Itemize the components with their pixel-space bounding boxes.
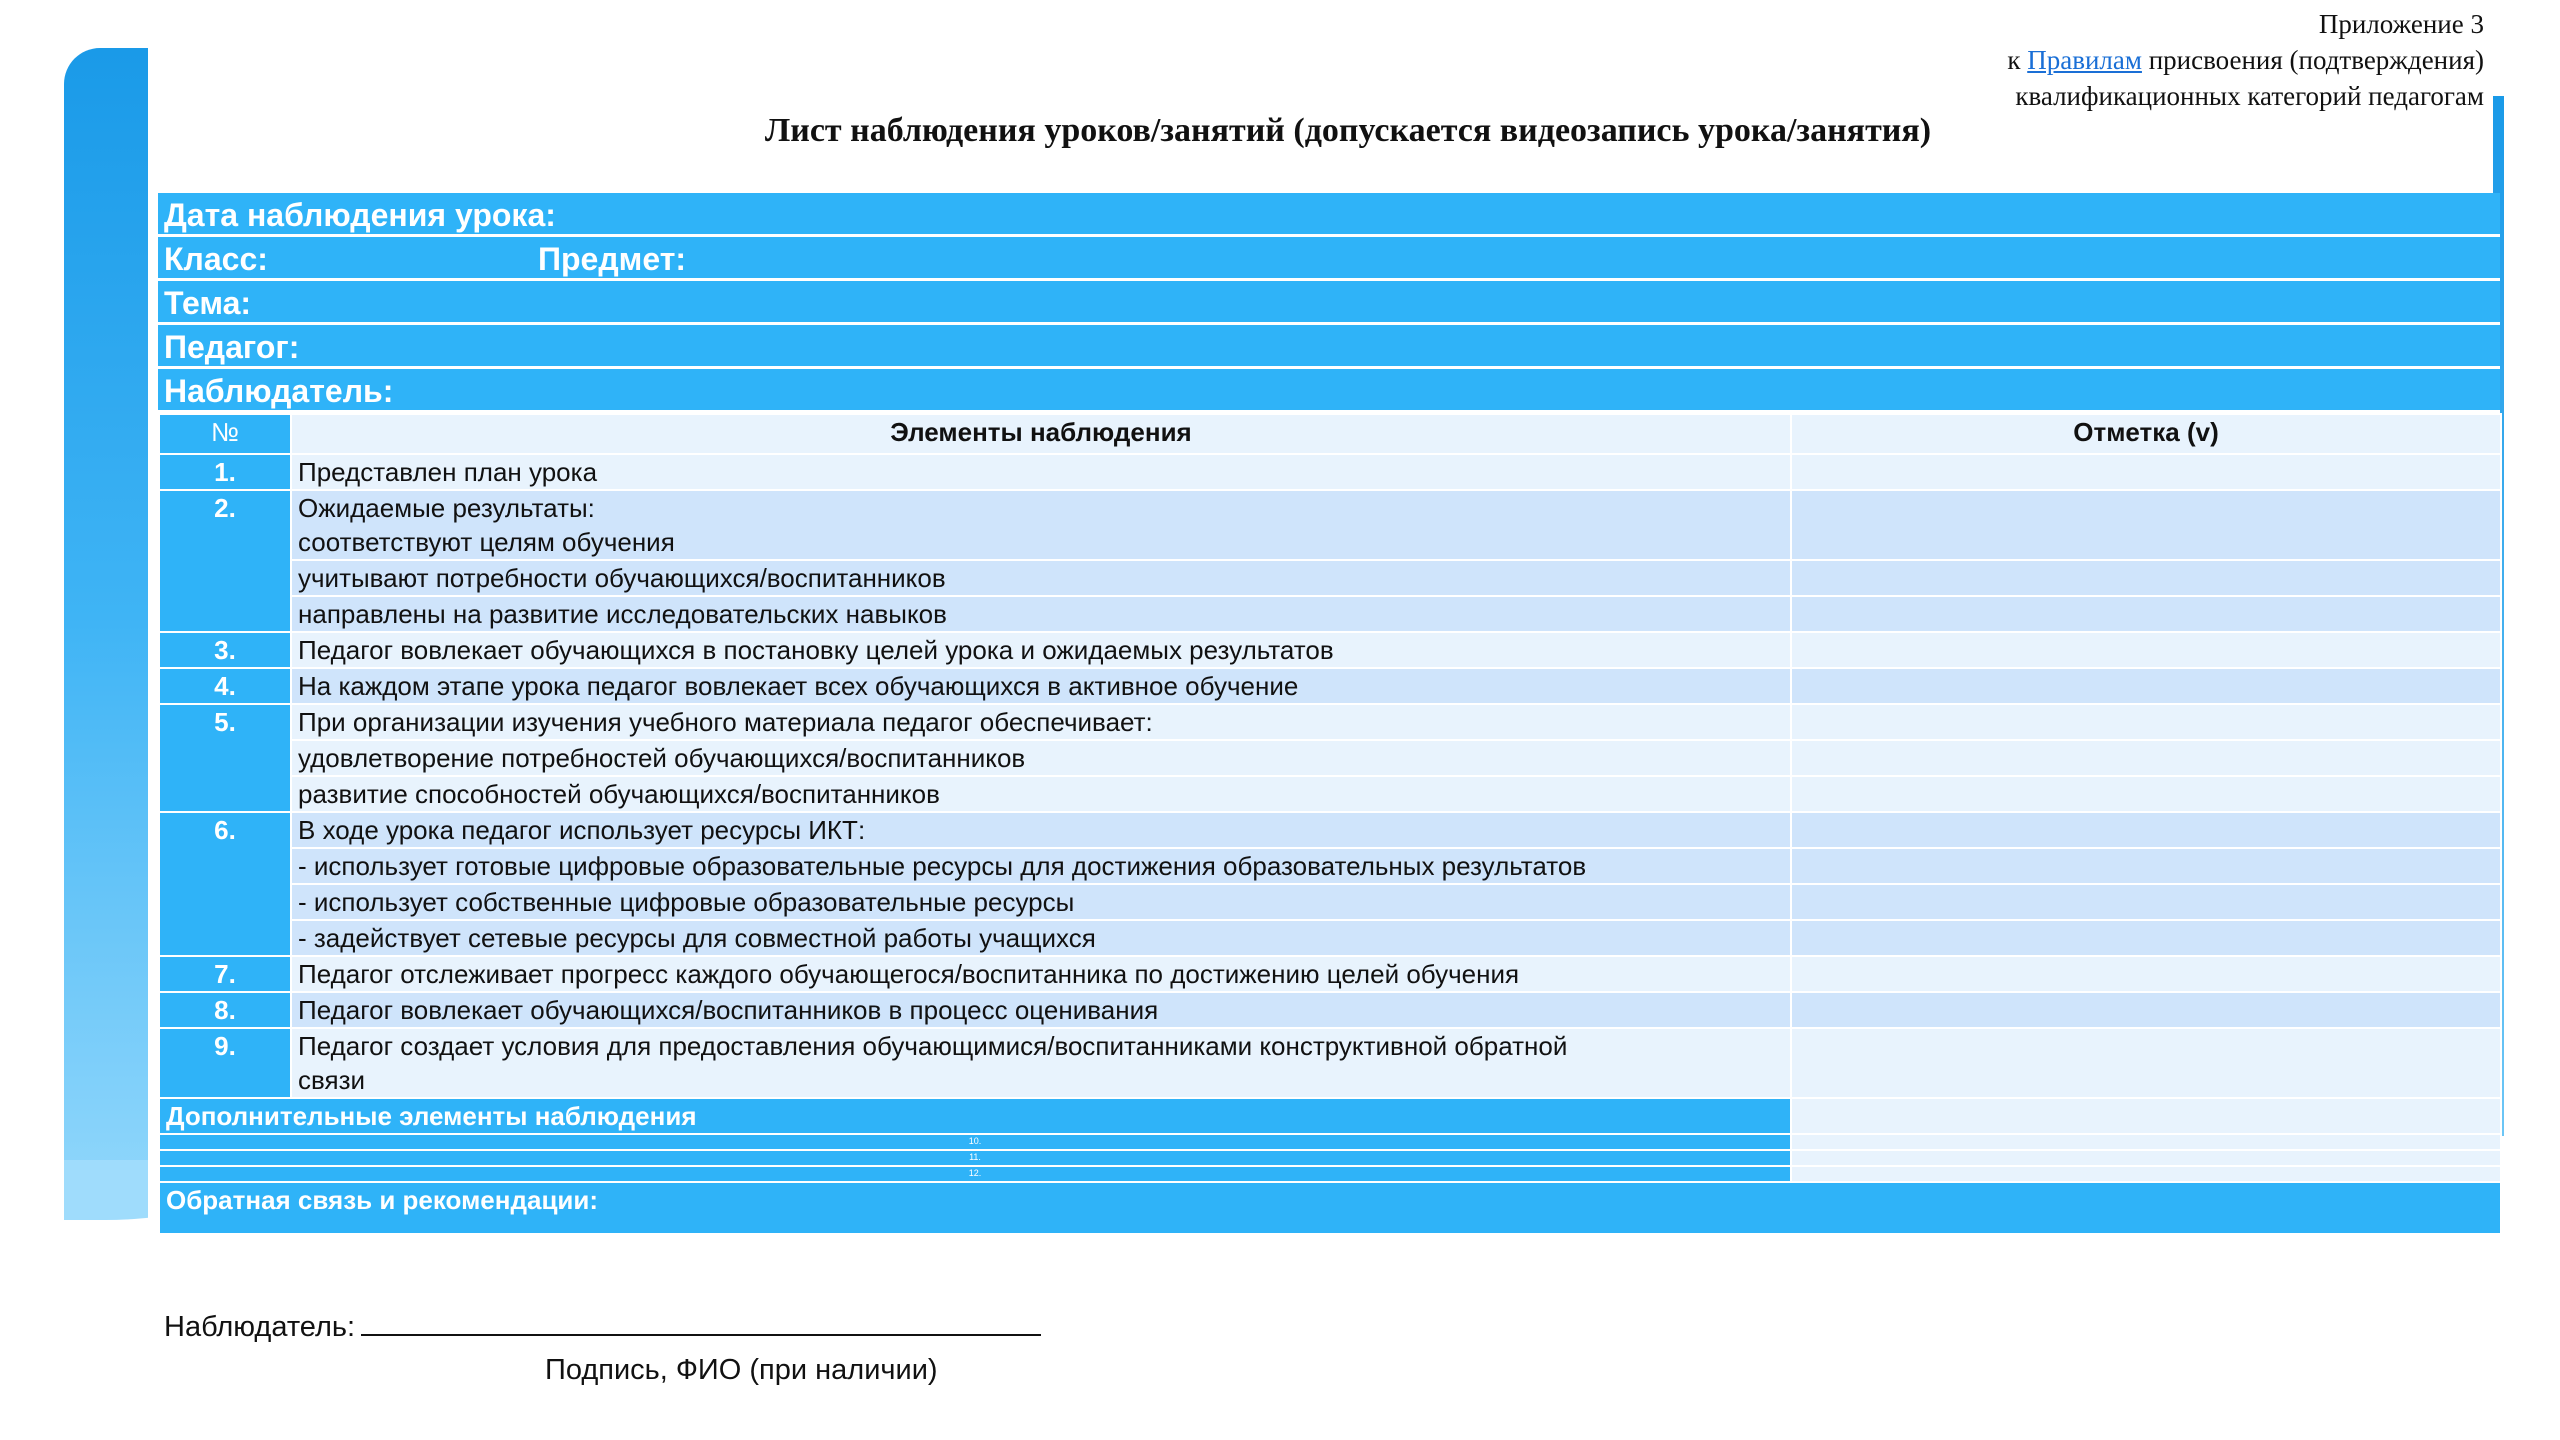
observation-text: связи <box>298 1065 366 1095</box>
observation-text: Педагог создает условия для предоставления обучающимися/воспитанниками конструктивной обратной <box>298 1031 1568 1061</box>
observation-element <box>291 920 1791 956</box>
table-row <box>159 884 2501 920</box>
appendix-rules-line <box>2007 42 2484 78</box>
feedback-field[interactable]: Обратная связь и рекомендации: <box>159 1182 2501 1234</box>
row-number: 9. <box>159 1028 291 1098</box>
table-row <box>159 956 2501 992</box>
column-number-header: № <box>159 414 291 454</box>
row-number: 1. <box>159 454 291 490</box>
observation-text: направлены на развитие исследовательских навыков <box>298 599 947 629</box>
mark-cell[interactable] <box>1791 740 2501 776</box>
observation-element <box>291 956 1791 992</box>
observer-label: Наблюдатель: <box>164 373 394 409</box>
observation-text: - задействует сетевые ресурсы для совместной работы учащихся <box>298 923 1096 953</box>
observation-text: Ожидаемые результаты: <box>298 493 595 523</box>
table-row <box>159 596 2501 632</box>
additional-row <box>159 1150 2501 1166</box>
column-mark-header: Отметка (v) <box>1791 414 2501 454</box>
mark-cell[interactable] <box>1791 596 2501 632</box>
observation-element <box>291 1028 1791 1098</box>
observation-element <box>291 812 1791 848</box>
topic-field[interactable] <box>158 281 2500 325</box>
observation-element <box>291 776 1791 812</box>
mark-cell[interactable] <box>1791 1166 2501 1182</box>
mark-cell[interactable] <box>1791 632 2501 668</box>
additional-row-number[interactable]: 10. <box>159 1134 1791 1150</box>
table-row <box>159 848 2501 884</box>
table-row <box>159 740 2501 776</box>
observation-text: Педагог отслеживает прогресс каждого обучающегося/воспитанника по достижению целей обучения <box>298 959 1520 989</box>
observation-form <box>158 193 2500 1235</box>
class-subject-field[interactable] <box>158 237 2500 281</box>
mark-cell[interactable] <box>1791 1150 2501 1166</box>
additional-elements-label: Дополнительные элементы наблюдения <box>159 1098 1791 1134</box>
table-row <box>159 776 2501 812</box>
observation-element <box>291 848 1791 884</box>
observation-table <box>158 413 2502 1235</box>
teacher-label: Педагог: <box>164 329 300 365</box>
mark-cell[interactable] <box>1791 704 2501 740</box>
mark-cell[interactable] <box>1791 454 2501 490</box>
table-row <box>159 704 2501 740</box>
appendix-note <box>2007 6 2484 114</box>
table-row <box>159 668 2501 704</box>
mark-cell[interactable] <box>1791 1134 2501 1150</box>
mark-cell[interactable] <box>1791 992 2501 1028</box>
mark-cell[interactable] <box>1791 668 2501 704</box>
signature-line <box>164 1310 1041 1344</box>
row-number: 4. <box>159 668 291 704</box>
observation-text: На каждом этапе урока педагог вовлекает всех обучающихся в активное обучение <box>298 671 1299 701</box>
mark-cell[interactable] <box>1791 1028 2501 1098</box>
observation-element <box>291 596 1791 632</box>
row-number: 5. <box>159 704 291 812</box>
observation-element <box>291 884 1791 920</box>
observation-element <box>291 992 1791 1028</box>
feedback-row <box>159 1182 2501 1234</box>
observation-text: Педагог вовлекает обучающихся в постановку целей урока и ожидаемых результатов <box>298 635 1334 665</box>
row-number: 3. <box>159 632 291 668</box>
observation-element <box>291 490 1791 560</box>
teacher-field[interactable] <box>158 325 2500 369</box>
mark-cell[interactable] <box>1791 848 2501 884</box>
table-header-row <box>159 414 2501 454</box>
observation-text: удовлетворение потребностей обучающихся/воспитанников <box>298 743 1026 773</box>
table-row <box>159 490 2501 560</box>
date-label: Дата наблюдения урока: <box>164 197 556 233</box>
mark-cell[interactable] <box>1791 920 2501 956</box>
observer-field[interactable] <box>158 369 2500 413</box>
date-field[interactable] <box>158 193 2500 237</box>
additional-row-number[interactable]: 12. <box>159 1166 1791 1182</box>
mark-cell[interactable] <box>1791 560 2501 596</box>
signature-label: Наблюдатель: <box>164 1311 356 1343</box>
table-row <box>159 920 2501 956</box>
column-elements-header: Элементы наблюдения <box>291 414 1791 454</box>
observation-text: В ходе урока педагог использует ресурсы ИКТ: <box>298 815 866 845</box>
observation-text: Педагог вовлекает обучающихся/воспитанников в процесс оценивания <box>298 995 1159 1025</box>
signature-blank[interactable] <box>361 1310 1041 1336</box>
table-row <box>159 812 2501 848</box>
subject-label: Предмет: <box>538 241 687 277</box>
rules-link[interactable]: Правилам <box>2027 45 2142 75</box>
observation-text: - использует собственные цифровые образовательные ресурсы <box>298 887 1075 917</box>
observation-table-body <box>159 454 2501 1234</box>
observation-text: учитывают потребности обучающихся/воспитанников <box>298 563 946 593</box>
observation-element <box>291 560 1791 596</box>
topic-label: Тема: <box>164 285 252 321</box>
table-row <box>159 454 2501 490</box>
additional-row <box>159 1134 2501 1150</box>
appendix-suffix: присвоения (подтверждения) <box>2141 45 2484 75</box>
table-row <box>159 1028 2501 1098</box>
mark-cell[interactable] <box>1791 812 2501 848</box>
observation-text: развитие способностей обучающихся/воспитанников <box>298 779 940 809</box>
observation-element <box>291 668 1791 704</box>
appendix-prefix: к <box>2007 45 2028 75</box>
table-row <box>159 632 2501 668</box>
mark-cell[interactable] <box>1791 776 2501 812</box>
row-number: 7. <box>159 956 291 992</box>
observation-element <box>291 454 1791 490</box>
observation-element <box>291 740 1791 776</box>
mark-cell[interactable] <box>1791 956 2501 992</box>
table-row <box>159 992 2501 1028</box>
row-number: 6. <box>159 812 291 956</box>
observation-text: При организации изучения учебного материала педагог обеспечивает: <box>298 707 1153 737</box>
signature-caption: Подпись, ФИО (при наличии) <box>545 1354 938 1386</box>
appendix-number: Приложение 3 <box>2318 9 2484 39</box>
additional-row <box>159 1166 2501 1182</box>
observation-text: соответствуют целям обучения <box>298 527 675 557</box>
additional-header-row <box>159 1098 2501 1134</box>
decorative-left-bar <box>64 48 148 1188</box>
table-row <box>159 560 2501 596</box>
mark-cell[interactable] <box>1791 490 2501 560</box>
row-number: 8. <box>159 992 291 1028</box>
additional-row-number[interactable]: 11. <box>159 1150 1791 1166</box>
page-title: Лист наблюдения уроков/занятий (допускается видеозапись урока/занятия) <box>764 112 1932 149</box>
mark-cell[interactable] <box>1791 1098 2501 1134</box>
observation-text: - использует готовые цифровые образовательные ресурсы для достижения образовательных результатов <box>298 851 1587 881</box>
mark-cell[interactable] <box>1791 884 2501 920</box>
appendix-categories: квалификационных категорий педагогам <box>2015 81 2484 111</box>
row-number: 2. <box>159 490 291 632</box>
observation-text: Представлен план урока <box>298 457 598 487</box>
class-label: Класс: <box>164 241 268 277</box>
observation-element <box>291 704 1791 740</box>
observation-element <box>291 632 1791 668</box>
